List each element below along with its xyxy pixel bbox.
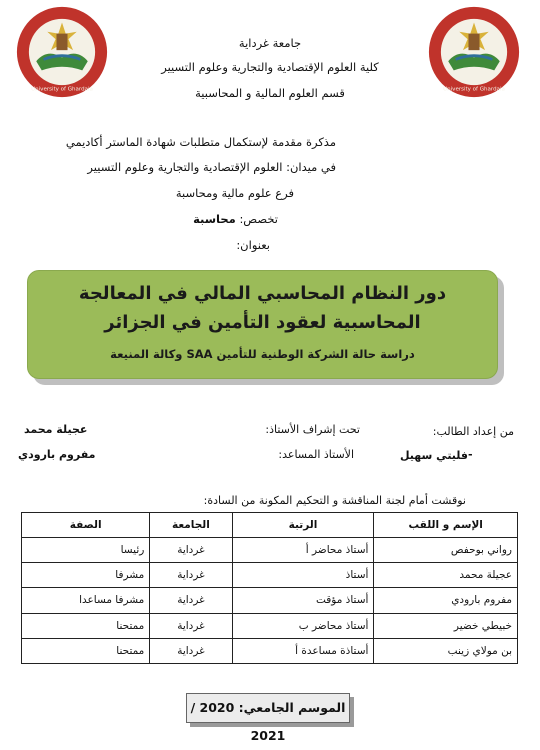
member-name: خبيطي خضير — [374, 613, 518, 638]
thesis-title: دور النظام المحاسبي المالي في المعالجة المحاسبية لعقود التأمين في الجزائر — [78, 283, 447, 333]
thesis-purpose: مذكرة مقدمة لإستكمال متطلبات شهادة الماستر أكاديمي — [65, 135, 336, 149]
student-dash: - — [468, 448, 473, 461]
member-rank: أستاذة مساعدة أ — [232, 638, 374, 663]
table-row — [22, 563, 518, 588]
header-role: الصفة — [22, 513, 150, 538]
header-name: الإسم و اللقب — [374, 513, 518, 538]
member-rank: أستاذ مؤقت — [232, 588, 374, 613]
thesis-subtitle: دراسة حالة الشركة الوطنية للتأمين SAA وكالة المنيعة — [110, 347, 415, 361]
committee-intro: نوقشت أمام لجنة المناقشة و التحكيم المكونة من السادة: — [203, 494, 466, 507]
university-logo-left — [16, 6, 108, 98]
university-name: جامعة غرداية — [238, 36, 302, 50]
cosupervisor-name: مفروم بارودي — [18, 448, 96, 461]
jury-table — [21, 512, 518, 664]
table-row — [22, 538, 518, 563]
member-rank: أستاذ محاضر ب — [232, 613, 374, 638]
logo-caption: University of Ghardaia — [443, 86, 505, 93]
university-logo-right — [428, 6, 520, 98]
thesis-specialty — [193, 212, 278, 226]
member-university: غرداية — [150, 538, 232, 563]
supervisor-name: عجيلة محمد — [24, 423, 88, 436]
specialty-label: تخصص: — [239, 212, 278, 226]
header-university: الجامعة — [150, 513, 232, 538]
member-rank: أستاذ — [232, 563, 374, 588]
member-name: عجيلة محمد — [374, 563, 518, 588]
member-university: غرداية — [150, 613, 232, 638]
table-row — [22, 588, 518, 613]
member-university: غرداية — [150, 588, 232, 613]
cosupervisor-label: الأستاذ المساعد: — [278, 448, 354, 461]
member-name: مفروم بارودي — [374, 588, 518, 613]
title-label: بعنوان: — [236, 238, 270, 252]
department-name: قسم العلوم المالية و المحاسبية — [195, 86, 345, 100]
table-row — [22, 638, 518, 663]
title-banner — [27, 270, 498, 379]
logo-caption: University of Ghardaia — [31, 86, 93, 93]
member-role: رئيسا — [22, 538, 150, 563]
student-label: من إعداد الطالب: — [432, 425, 514, 438]
faculty-name: كلية العلوم الإقتصادية والتجارية وعلوم التسيير — [161, 60, 379, 74]
header-rank: الرتبة — [232, 513, 374, 538]
member-role: مشرفا مساعدا — [22, 588, 150, 613]
jury-header-row — [22, 513, 518, 538]
member-name: رواني بوحفص — [374, 538, 518, 563]
member-role: ممتحنا — [22, 613, 150, 638]
member-role: ممتحنا — [22, 638, 150, 663]
member-role: مشرفا — [22, 563, 150, 588]
student-name: فليتي سهيل — [399, 449, 468, 462]
member-university: غرداية — [150, 563, 232, 588]
thesis-field: في ميدان: العلوم الإقتصادية والتجارية وعلوم التسيير — [87, 160, 336, 174]
member-rank: أستاذ محاضر أ — [232, 538, 374, 563]
specialty-value: محاسبة — [193, 212, 236, 226]
member-university: غرداية — [150, 638, 232, 663]
table-row — [22, 613, 518, 638]
supervisor-label: تحت إشراف الأستاذ: — [265, 423, 360, 436]
academic-season: الموسم الجامعي: 2020 / 2021 — [186, 693, 350, 723]
thesis-branch: فرع علوم مالية ومحاسبة — [175, 186, 294, 200]
member-name: بن مولاي زينب — [374, 638, 518, 663]
